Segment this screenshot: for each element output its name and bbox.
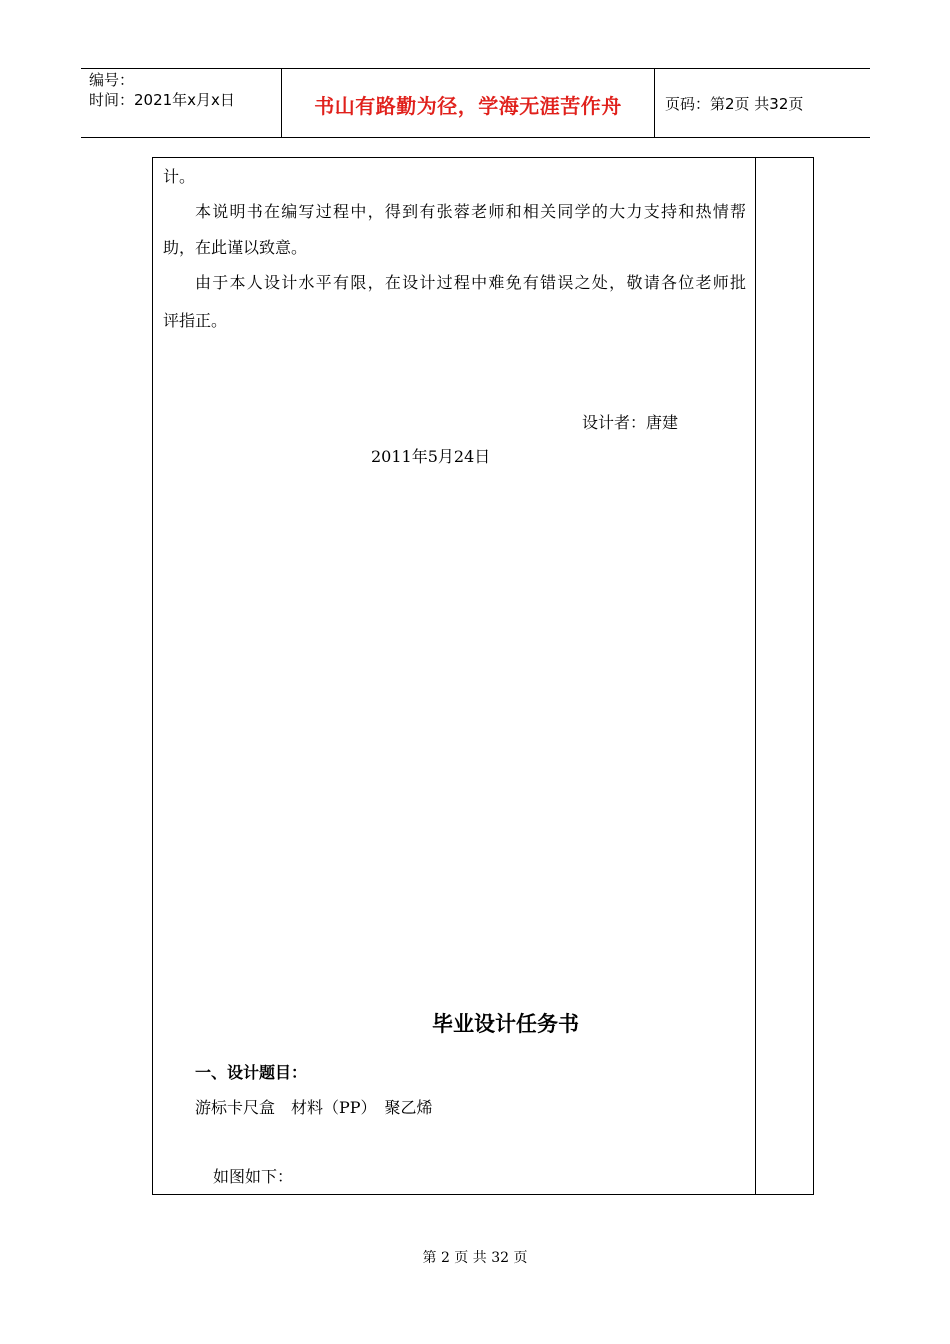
header-meta-cell [81,69,282,137]
task-book-title: 毕业设计任务书 [432,1012,579,1036]
header-page-cell [655,69,870,137]
document-header [81,68,870,138]
section-heading-design-topic: 一、设计题目： [195,1063,308,1082]
design-topic-content: 游标卡尺盒 材料（PP） 聚乙烯 [195,1098,433,1117]
continuation-line: 计。 [163,167,196,186]
document-time-label: 时间：2021年x月x日 [89,91,235,109]
page-footer: 第 2 页 共 32 页 [422,1250,528,1266]
content-frame [152,157,814,1195]
figure-intro-text: 如图如下： [213,1167,294,1186]
apology-line-2: 评指正。 [163,311,228,330]
header-motto: 书山有路勤为径，学海无涯苦作舟 [314,94,622,118]
apology-line-1: 由于本人设计水平有限，在设计过程中难免有错误之处，敬请各位老师批 [195,273,746,292]
frame-column-divider [755,158,756,1194]
signature-date: 2011年5月24日 [371,447,491,466]
acknowledgement-line-1: 本说明书在编写过程中，得到有张蓉老师和相关同学的大力支持和热情帮 [195,202,746,221]
document-number-label: 编号： [89,71,135,89]
header-page-info: 页码：第2页 共32页 [665,95,804,113]
acknowledgement-line-2: 助，在此谨以致意。 [163,238,308,257]
designer-signature: 设计者：唐建 [582,413,679,432]
header-motto-cell [282,69,655,137]
